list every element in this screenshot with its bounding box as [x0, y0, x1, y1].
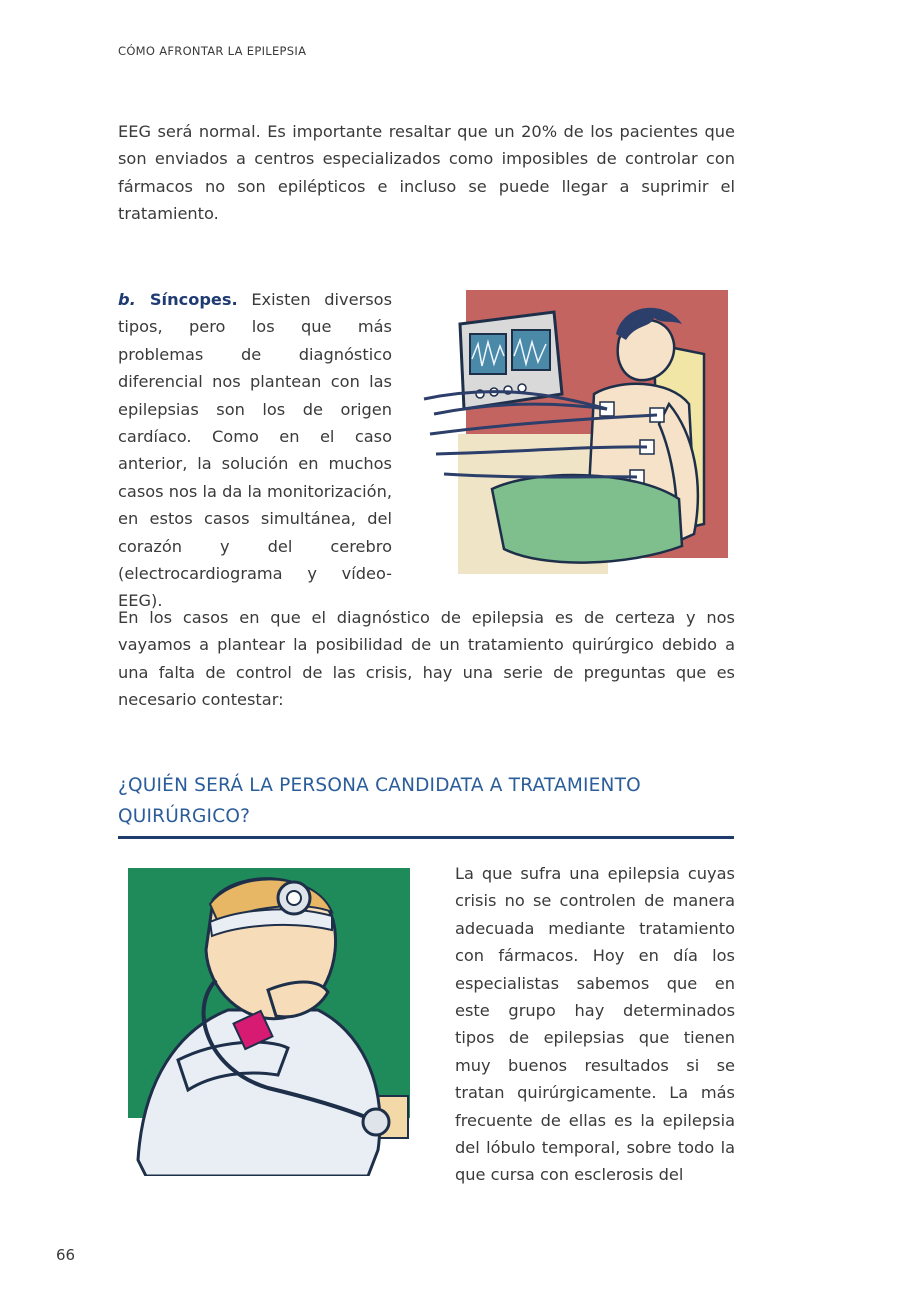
heading-rule — [118, 836, 734, 839]
candidate-paragraph: La que sufra una epilepsia cuyas crisis no se controlen de manera adecuada mediante tratamiento con fármacos. Hoy en día los especialistas sabemos que en este grupo hay determinados tipos de epilepsias que tienen muy buenos resultados si se tratan quirúrgicamente. La más frecuente de ellas es la epilepsia del lóbulo temporal, sobre todo la que cursa con esclerosis del — [455, 864, 735, 1185]
intro-paragraph: EEG será normal. Es importante resaltar que un 20% de los pacientes que son enviados a centros especializados como imposibles de controlar con fármacos no son epilépticos e incluso se puede llegar a suprimir el tratamiento. — [118, 122, 735, 224]
sincopes-text: Existen diversos tipos, pero los que más problemas de diagnóstico diferencial nos plantean con las epilepsias son los de origen cardíaco. Como en el caso anterior, la solución en muchos casos nos la da la monitorización, en estos casos simultánea, del corazón y del cerebro (electrocardiograma y vídeo-EEG). — [118, 290, 392, 611]
sincopes-paragraph — [118, 286, 392, 615]
running-header: CÓMO AFRONTAR LA EPILEPSIA — [118, 44, 307, 58]
patient-monitoring-illustration — [404, 284, 734, 584]
sincopes-letter: b. — [118, 290, 136, 309]
doctor-illustration — [118, 860, 418, 1176]
blanket-icon — [492, 475, 682, 563]
sincopes-term: Síncopes. — [149, 290, 238, 309]
sincopes-keyword — [118, 290, 238, 309]
page-number: 66 — [56, 1246, 76, 1264]
cases-paragraph: En los casos en que el diagnóstico de epilepsia es de certeza y nos vayamos a plantear la posibilidad de un tratamiento quirúrgico debido a una falta de control de las crisis, hay una serie de preguntas que es necesario contestar: — [118, 608, 735, 710]
section-heading: ¿QUIÉN SERÁ LA PERSONA CANDIDATA A TRATAMIENTO QUIRÚRGICO? — [118, 775, 641, 827]
